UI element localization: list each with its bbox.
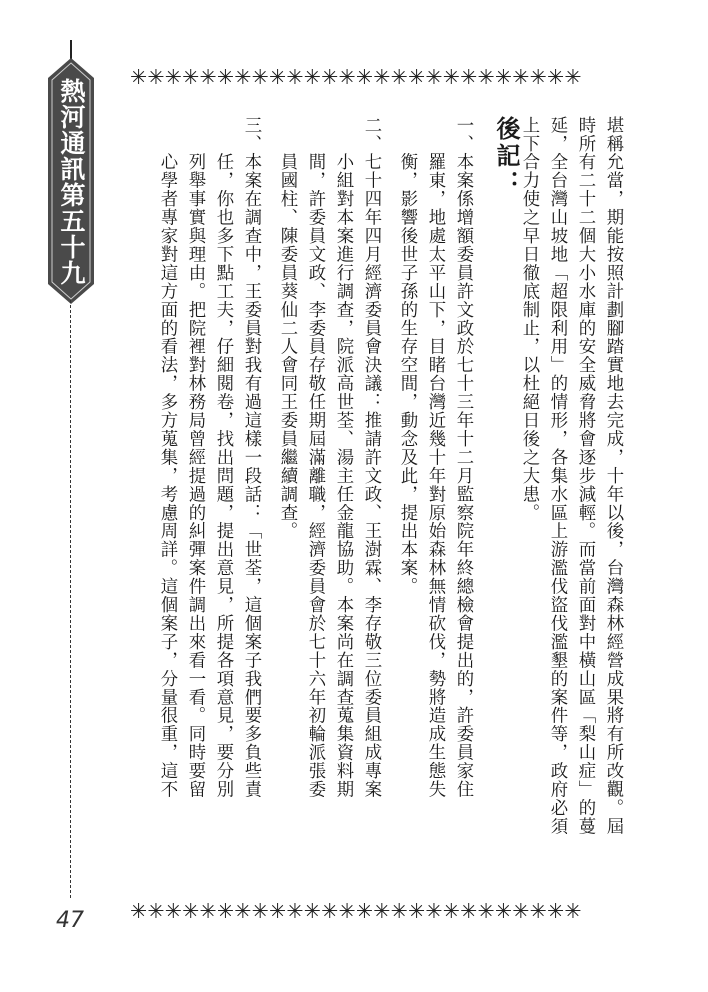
ornament-bottom: ✳✳✳✳✳✳✳✳✳✳✳✳✳✳✳✳✳✳✳✳✳✳✳✳✳✳	[130, 900, 582, 922]
text-column: 小組對本案進行調查，院派高世荃、湯主任金龍協助。本案尚在調查蒐集資料期	[333, 116, 353, 799]
publication-title: 熱河通訊第五十九期	[11, 78, 86, 286]
text-column: 堪稱允當，期能按照計劃腳踏實地去完成，十年以後，台灣森林經營成果將有所改觀。屆	[603, 116, 623, 836]
text-column: 一、本案係增額委員許文政於七十三年十二月監察院年終總檢會提出的，許委員家住	[453, 116, 473, 799]
text-column: 上下合力使之早日徹底制止，以杜絕日後之大患。	[519, 116, 539, 522]
text-column: 衡，影響後世子孫的生存空間，動念及此，提出本案。	[397, 116, 417, 596]
text-column: 三、本案在調查中，王委員對我有過這樣一段話：「世荃，這個案子我們要多負些責	[241, 116, 261, 799]
text-column: 延，全台灣山坡地「超限利用」的情形，各集水區上游濫伐盜伐濫墾的案件等，政府必須	[547, 116, 567, 836]
postscript-heading: 後記：	[492, 116, 520, 197]
text-column: 羅東，地處太平山下，目睹台灣近幾十年對原始森林無情砍伐，勢將造成生態失	[425, 116, 445, 799]
text-column: 員國柱、陳委員葵仙二人會同王委員繼續調查。	[277, 116, 297, 541]
text-column: 時所有二十二個大小水庫的安全威脅將會逐步減輕。而當前面對中橫山區「梨山症」的蔓	[575, 116, 595, 836]
ornament-top: ✳✳✳✳✳✳✳✳✳✳✳✳✳✳✳✳✳✳✳✳✳✳✳✳✳✳	[130, 66, 582, 88]
text-column: 二、七十四年四月經濟委員會決議：推請許文政、王澍霖、李存敬三位委員組成專案	[361, 116, 381, 799]
text-column: 任，你也多下點工夫，仔細閱卷，找出問題，提出意見，所提各項意見，要分別	[213, 116, 233, 799]
text-column: 心學者專家對這方面的看法，多方蒐集，考慮周詳。這個案子，分量很重，這不	[157, 116, 177, 799]
margin-dashed-rule	[70, 300, 71, 898]
page-number: 47	[56, 908, 84, 933]
text-column: 間，許委員文政、李委員存敬任期屆滿離職，經濟委員會於七十六年初輪派張委	[305, 116, 325, 799]
text-column: 列舉事實與理由。把院裡對林務局曾經提過的糾彈案件調出來看一看。同時要留	[185, 116, 205, 799]
publication-badge	[11, 58, 94, 304]
